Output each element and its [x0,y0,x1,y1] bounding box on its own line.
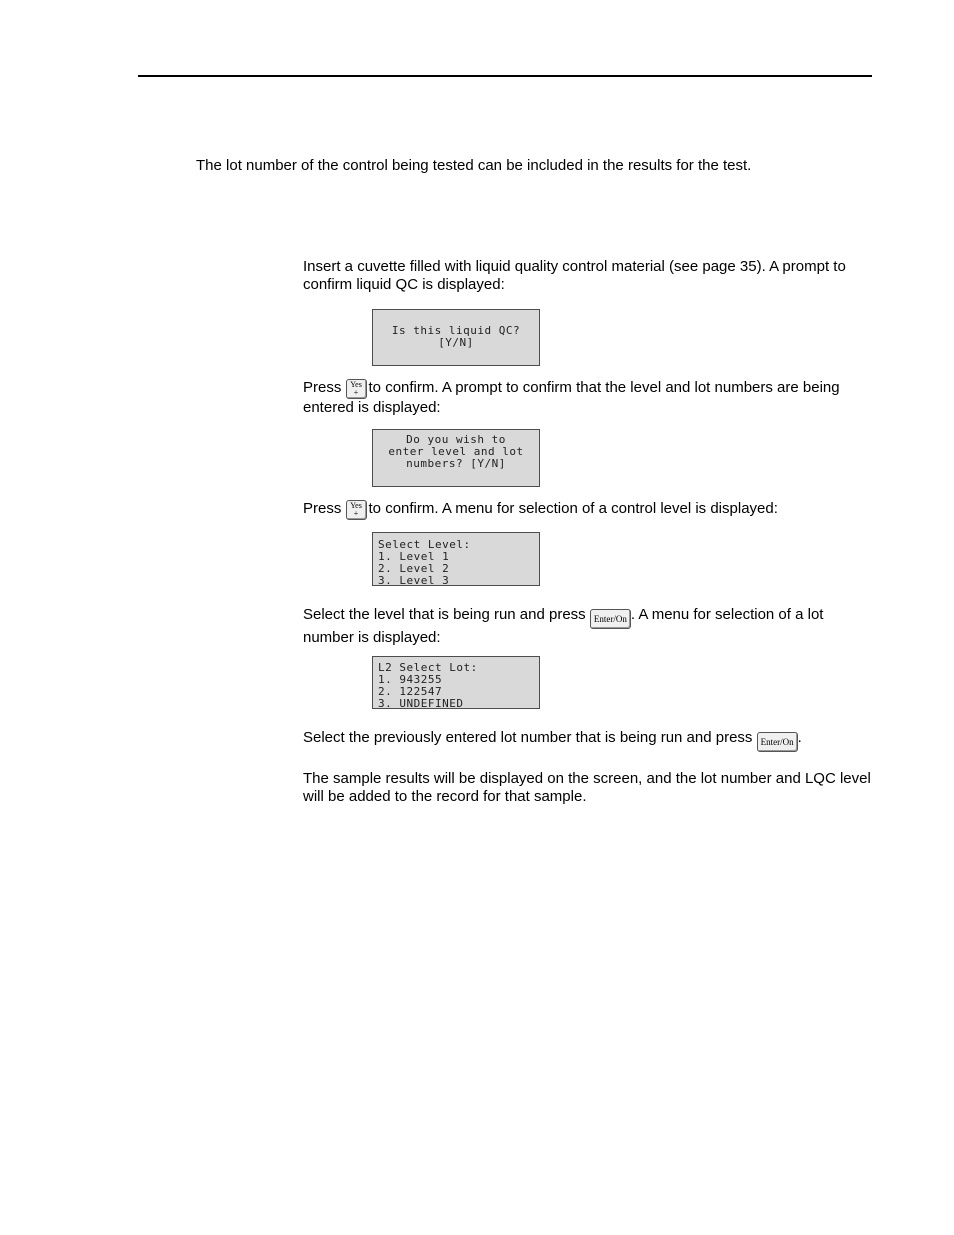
enter-key-icon: Enter/On [757,732,798,752]
lcd-liquid-qc-prompt [372,309,540,366]
step-text: to confirm. A menu for selection of a control level is displayed: [368,500,778,517]
lcd-select-lot-menu [372,656,540,709]
step-results: The sample results will be displayed on the screen, and the lot number and LQC level will be added to the record for that sample. [303,770,871,805]
header-rule [138,75,872,77]
step-confirm-level-lot [303,500,875,520]
lcd-line: [Y/N] [438,336,474,349]
lcd-line: Do you wish to [406,433,506,446]
step-text: to confirm. A prompt to confirm that the level and lot numbers are being entered is displayed: [303,379,840,416]
lcd-select-level-menu [372,532,540,586]
lcd-line: 2. Level 2 [378,562,450,575]
step-select-lot [303,729,875,752]
yes-key-icon: Yes + [346,500,367,520]
lcd-line: L2 Select Lot: [378,661,478,674]
step-select-level [303,606,875,647]
lcd-line: 2. 122547 [378,685,443,698]
lcd-line: 3. UNDEFINED [378,697,464,709]
press-label: Press [303,379,342,396]
lcd-line: Is this liquid QC? [391,324,521,337]
lcd-level-lot-prompt [372,429,540,487]
lcd-line: 3. Level 3 [378,574,450,586]
intro-text: The lot number of the control being tested can be included in the results for the test. [196,157,752,174]
step-confirm-liquid-qc [303,379,875,417]
step-text: . A menu for selection of a lot number is displayed: [303,606,824,646]
step-text: Select the previously entered lot number that is being run and press [303,729,753,746]
lcd-line: numbers? [Y/N] [406,457,506,470]
lcd-line: enter level and lot [388,445,524,458]
yes-key-icon: Yes + [346,379,367,399]
lcd-line: 1. 943255 [378,673,443,686]
lcd-line: Select Level: [378,538,471,551]
step-insert-cuvette: Insert a cuvette filled with liquid quality control material (see page 35). A prompt to confirm liquid QC is displayed: [303,258,846,293]
lcd-line: 1. Level 1 [378,550,450,563]
press-label: Press [303,500,342,517]
step-text: Select the level that is being run and press [303,606,586,623]
step-text: . [797,729,802,746]
enter-key-icon: Enter/On [590,609,631,629]
